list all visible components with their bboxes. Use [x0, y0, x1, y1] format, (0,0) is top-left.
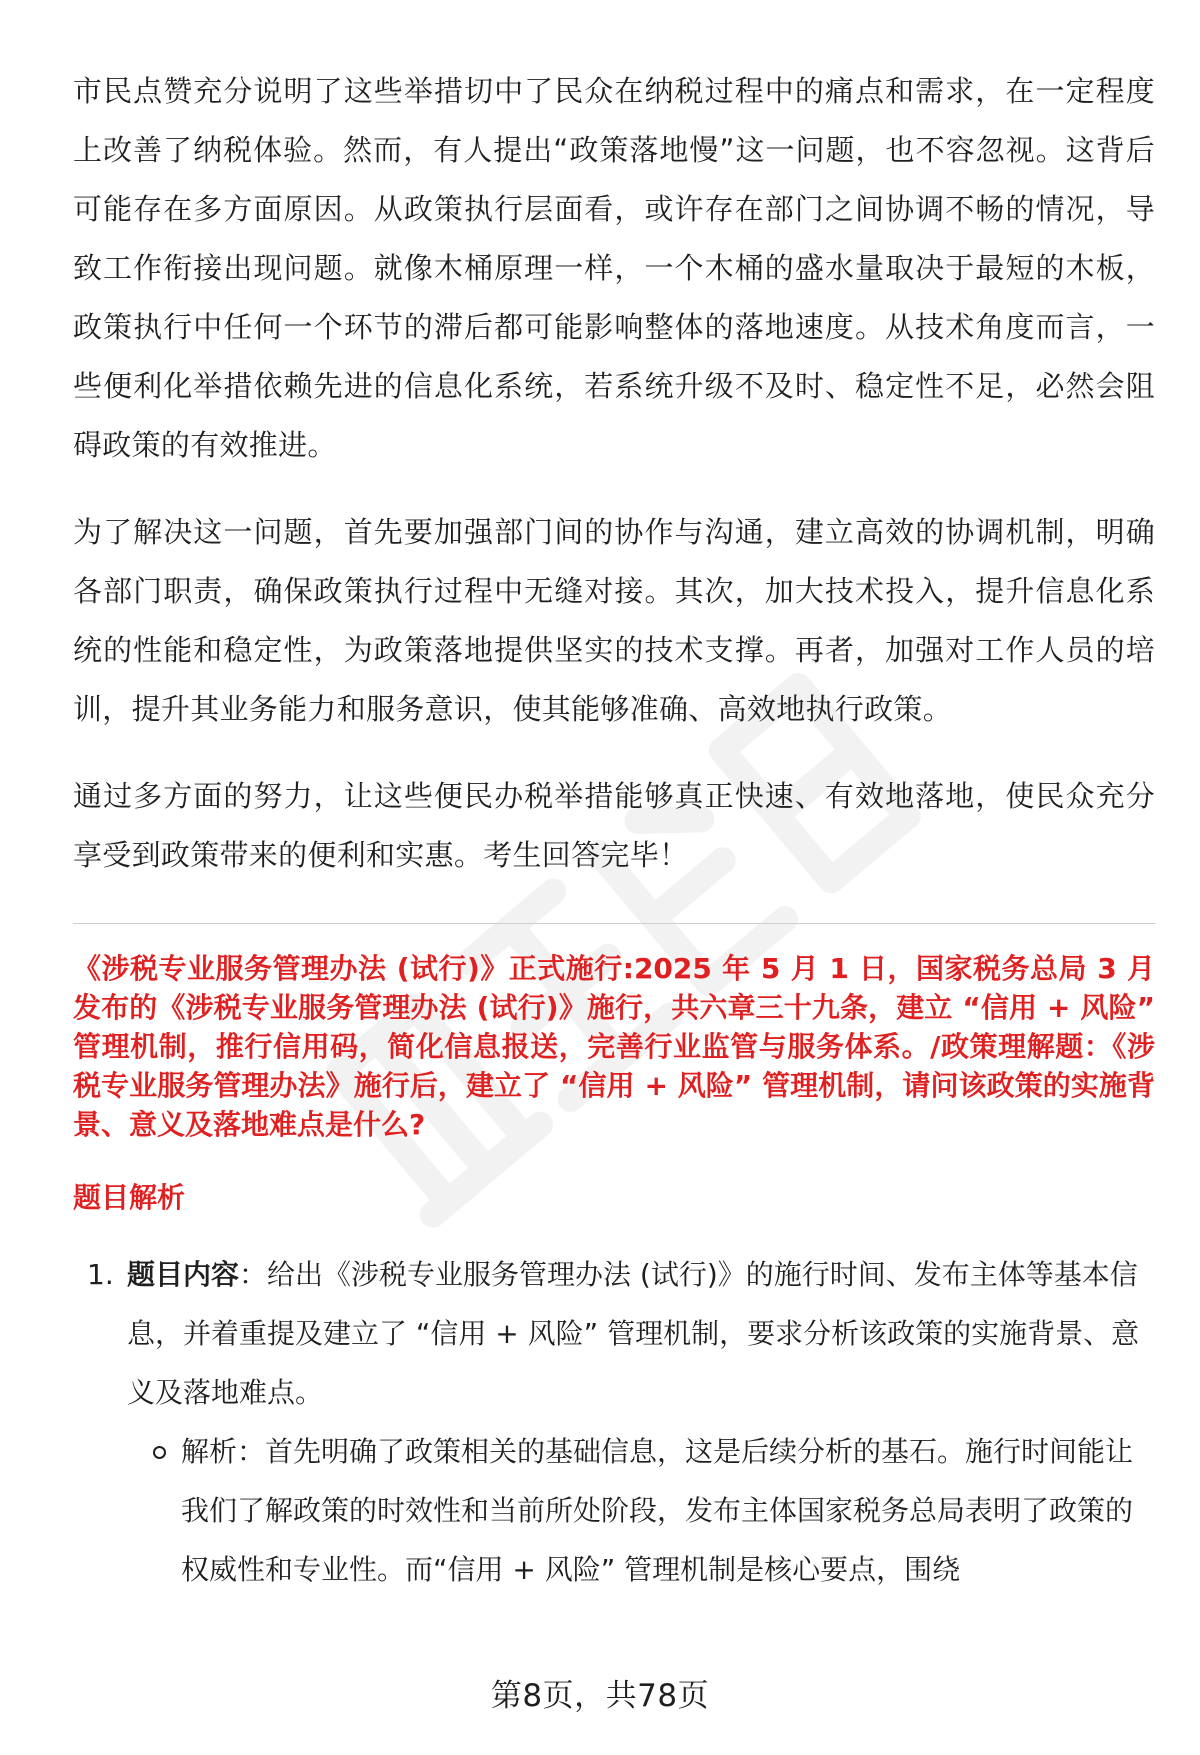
sub-list-item [127, 1422, 1155, 1599]
section-divider [73, 923, 1155, 924]
analysis-list [73, 1245, 1155, 1599]
hollow-bullet-icon [153, 1446, 166, 1459]
list-number: 1. [87, 1258, 114, 1291]
list-item-label: 题目内容 [127, 1258, 240, 1291]
question-text: 《涉税专业服务管理办法 (试行)》正式施行:2025 年 5 月 1 日，国家税务总局 3 月发布的《涉税专业服务管理办法 (试行)》施行，共六章三十九条，建立 “信用 + 风险” 管理机制，推行信用码，简化信息报送，完善行业监管与服务体系。/政策理解题：《涉税专业服务管理办法》施行后，建立了 “信用 + 风险” 管理机制，请问该政策的实施背景、意义及落地难点是什么? [73, 952, 1155, 1141]
section-title: 题目解析 [73, 1181, 186, 1214]
paragraph-1: 市民点赞充分说明了这些举措切中了民众在纳税过程中的痛点和需求，在一定程度上改善了纳税体验。然而，有人提出“政策落地慢”这一问题，也不容忽视。这背后可能存在多方面原因。从政策执行层面看，或许存在部门之间协调不畅的情况，导致工作衔接出现问题。就像木桶原理一样，一个木桶的盛水量取决于最短的木板，政策执行中任何一个环节的滞后都可能影响整体的落地速度。从技术角度而言，一些便利化举措依赖先进的信息化系统，若系统升级不及时、稳定性不足，必然会阻碍政策的有效推进。 [73, 74, 1155, 462]
page-number: 第8页，共78页 [490, 1678, 710, 1714]
paragraph-2: 为了解决这一问题，首先要加强部门间的协作与沟通，建立高效的协调机制，明确各部门职责，确保政策执行过程中无缝对接。其次，加大技术投入，提升信息化系统的性能和稳定性，为政策落地提供坚实的技术支撑。再者，加强对工作人员的培训，提升其业务能力和服务意识，使其能够准确、高效地执行政策。 [73, 515, 1155, 726]
paragraph-3: 通过多方面的努力，让这些便民办税举措能够真正快速、有效地落地，使民众充分享受到政策带来的便利和实惠。考生回答完毕！ [73, 779, 1155, 872]
list-item [73, 1245, 1155, 1599]
page-content [73, 62, 1155, 1599]
list-item-text: ：给出《涉税专业服务管理办法 (试行)》的施行时间、发布主体等基本信息，并着重提及建立了 “信用 + 风险” 管理机制，要求分析该政策的实施背景、意义及落地难点。 [127, 1258, 1140, 1409]
sub-item-text: 解析：首先明确了政策相关的基础信息，这是后续分析的基石。施行时间能让我们了解政策的时效性和当前所处阶段，发布主体国家税务总局表明了政策的权威性和专业性。而“信用 + 风险” 管理机制是核心要点，围绕 [181, 1435, 1134, 1586]
